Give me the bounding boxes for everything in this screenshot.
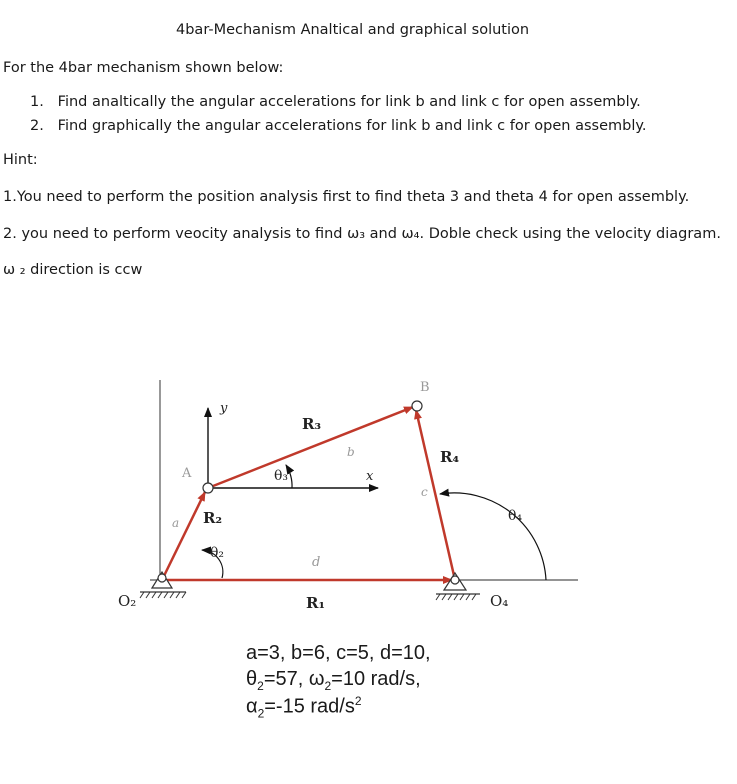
alpha-symbol: α (246, 695, 258, 718)
omega-subscript: 2 (324, 679, 332, 693)
alpha-value: =-15 rad/s (264, 695, 355, 718)
theta-symbol: θ (246, 668, 258, 690)
joint-a (203, 483, 213, 493)
theta-subscript: 2 (257, 679, 264, 693)
label-r4: R₄ (440, 448, 460, 466)
question-1-number: 1. (30, 94, 44, 110)
label-o2: O₂ (118, 592, 137, 610)
given-values-line-1: a=3, b=6, c=5, d=10, (246, 642, 431, 664)
label-b-point: B (420, 380, 430, 395)
ground-pivot-o4 (436, 573, 480, 600)
label-a-link: a (172, 516, 180, 530)
label-c-link: c (421, 485, 428, 499)
omega-value: =10 rad/s, (331, 668, 421, 690)
ground-pivot-o2 (140, 572, 186, 598)
label-o4: O₄ (490, 592, 509, 610)
link-a-r2 (162, 492, 205, 580)
label-r2: R₂ (203, 509, 223, 527)
label-x-axis: x (366, 469, 374, 484)
label-theta2: θ₂ (210, 545, 225, 561)
question-2-number: 2. (30, 118, 44, 134)
hint-1: 1.You need to perform the position analysis first to find theta 3 and theta 4 for open assembly. (3, 189, 690, 205)
alpha-unit-exponent: 2 (354, 694, 362, 708)
question-2-text: Find graphically the angular accelerations for link b and link c for open assembly. (57, 118, 647, 134)
label-d-link: d (312, 555, 321, 570)
hint-label: Hint: (3, 152, 38, 168)
theta4-arc (440, 493, 546, 580)
label-r3: R₃ (302, 415, 322, 433)
label-r1: R₁ (306, 594, 326, 612)
intro-text: For the 4bar mechanism shown below: (3, 60, 284, 76)
given-values-line-2 (246, 668, 421, 693)
label-theta4: θ₄ (508, 508, 523, 524)
omega-part: =57, ω (263, 668, 325, 690)
hint-2: 2. you need to perform veocity analysis to find ω₃ and ω₄. Doble check using the velocity diagram. (3, 226, 721, 242)
label-a-point: A (182, 466, 192, 481)
hint-3: ω ₂ direction is ccw (3, 262, 143, 278)
alpha-subscript: 2 (257, 706, 265, 721)
label-b-link: b (347, 445, 355, 459)
joint-b (412, 401, 422, 411)
label-theta3: θ₃ (274, 468, 289, 484)
label-y-axis: y (220, 401, 228, 416)
question-1-text: Find analtically the angular accelerations for link b and link c for open assembly. (57, 94, 641, 110)
page-title: 4bar-Mechanism Analtical and graphical solution (176, 22, 530, 38)
given-values-line-3 (246, 694, 362, 721)
